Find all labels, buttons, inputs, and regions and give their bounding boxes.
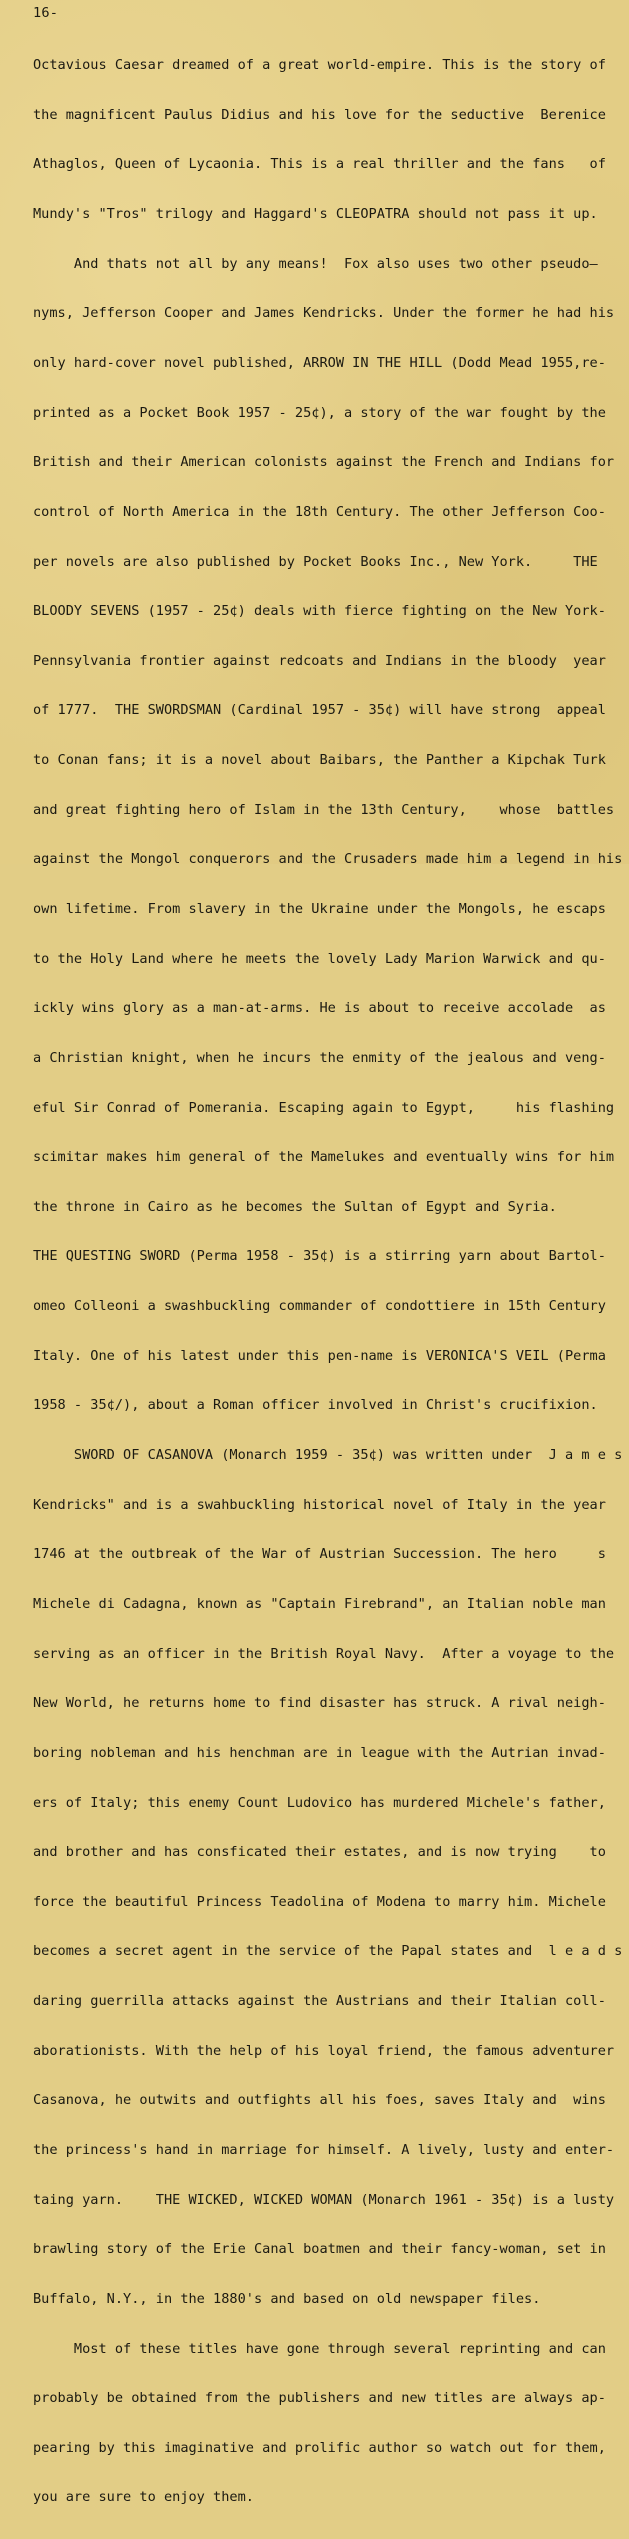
- text-line: 1746 at the outbreak of the War of Austrian Succession. The hero s: [33, 1546, 606, 1563]
- text-line: own lifetime. From slavery in the Ukraine under the Mongols, he escaps: [33, 900, 606, 917]
- text-line: the throne in Cairo as he becomes the Sultan of Egypt and Syria.: [33, 1198, 557, 1215]
- text-line: per novels are also published by Pocket Books Inc., New York. THE: [33, 553, 598, 570]
- text-line: to the Holy Land where he meets the lovely Lady Marion Warwick and qu-: [33, 950, 606, 967]
- text-line: THE QUESTING SWORD (Perma 1958 - 35¢) is a stirring yarn about Bartol-: [33, 1248, 606, 1265]
- text-line: Michele di Cadagna, known as "Captain Firebrand", an Italian noble man: [33, 1595, 606, 1612]
- text-line: pearing by this imaginative and prolific author so watch out for them,: [33, 2439, 606, 2456]
- text-line: ers of Italy; this enemy Count Ludovico has murdered Michele's father,: [33, 1794, 606, 1811]
- text-line: Pennsylvania frontier against redcoats and Indians in the bloody year: [33, 652, 606, 669]
- text-line: aborationists. With the help of his loyal friend, the famous adventurer: [33, 2042, 615, 2059]
- text-line: force the beautiful Princess Teadolina of Modena to marry him. Michele: [33, 1893, 606, 1910]
- text-line: 1958 - 35¢/), about a Roman officer involved in Christ's crucifixion.: [33, 1397, 598, 1414]
- text-line: British and their American colonists against the French and Indians for: [33, 454, 615, 471]
- text-line: becomes a secret agent in the service of the Papal states and l e a d s: [33, 1943, 623, 1960]
- text-line: SWORD OF CASANOVA (Monarch 1959 - 35¢) was written under J a m e s: [33, 1447, 623, 1464]
- text-line: boring nobleman and his henchman are in league with the Autrian invad-: [33, 1744, 606, 1761]
- text-line: of 1777. THE SWORDSMAN (Cardinal 1957 - 35¢) will have strong appeal: [33, 702, 606, 719]
- text-line: scimitar makes him general of the Mamelukes and eventually wins for him: [33, 1149, 615, 1166]
- text-line: Kendricks" and is a swahbuckling historical novel of Italy in the year: [33, 1496, 606, 1513]
- text-line: daring guerrilla attacks against the Austrians and their Italian coll-: [33, 1993, 606, 2010]
- text-line: omeo Colleoni a swashbuckling commander of condottiere in 15th Century: [33, 1298, 606, 1315]
- text-line: eful Sir Conrad of Pomerania. Escaping again to Egypt, his flashing: [33, 1099, 615, 1116]
- text-line: Octavious Caesar dreamed of a great world-empire. This is the story of: [33, 57, 606, 74]
- text-line: Mundy's "Tros" trilogy and Haggard's CLEOPATRA should not pass it up.: [33, 206, 598, 223]
- text-line: Buffalo, N.Y., in the 1880's and based on old newspaper files.: [33, 2290, 541, 2307]
- text-line: Athaglos, Queen of Lycaonia. This is a real thriller and the fans of: [33, 156, 606, 173]
- text-line: printed as a Pocket Book 1957 - 25¢), a story of the war fought by the: [33, 404, 606, 421]
- text-line: serving as an officer in the British Royal Navy. After a voyage to the: [33, 1645, 615, 1662]
- text-line: against the Mongol conquerors and the Crusaders made him a legend in his: [33, 851, 623, 868]
- text-line: BLOODY SEVENS (1957 - 25¢) deals with fierce fighting on the New York-: [33, 603, 606, 620]
- text-line: Most of these titles have gone through several reprinting and can: [33, 2340, 606, 2357]
- text-line: taing yarn. THE WICKED, WICKED WOMAN (Monarch 1961 - 35¢) is a lusty: [33, 2191, 615, 2208]
- text-line: nyms, Jefferson Cooper and James Kendricks. Under the former he had his: [33, 305, 615, 322]
- text-line: ickly wins glory as a man-at-arms. He is about to receive accolade as: [33, 1000, 606, 1017]
- text-line: and brother and has consficated their estates, and is now trying to: [33, 1844, 606, 1861]
- text-line: and great fighting hero of Islam in the 13th Century, whose battles: [33, 801, 615, 818]
- page-number: 16-: [33, 5, 59, 21]
- text-line: only hard-cover novel published, ARROW IN THE HILL (Dodd Mead 1955,re-: [33, 354, 606, 371]
- text-line: to Conan fans; it is a novel about Baibars, the Panther a Kipchak Turk: [33, 752, 606, 769]
- text-line: control of North America in the 18th Century. The other Jefferson Coo-: [33, 503, 606, 520]
- text-line: Italy. One of his latest under this pen-name is VERONICA'S VEIL (Perma: [33, 1347, 606, 1364]
- text-line: you are sure to enjoy them.: [33, 2489, 254, 2506]
- text-line: And thats not all by any means! Fox also uses two other pseudo—: [33, 255, 598, 272]
- text-line: brawling story of the Erie Canal boatmen and their fancy-woman, set in: [33, 2241, 606, 2258]
- text-line: the princess's hand in marriage for himself. A lively, lusty and enter-: [33, 2142, 615, 2158]
- text-line: a Christian knight, when he incurs the enmity of the jealous and veng-: [33, 1049, 606, 1066]
- body-text: [33, 24, 623, 2539]
- text-line: the magnificent Paulus Didius and his love for the seductive Berenice: [33, 106, 606, 123]
- text-line: New World, he returns home to find disaster has struck. A rival neigh-: [33, 1695, 606, 1712]
- text-line: probably be obtained from the publishers and new titles are always ap-: [33, 2390, 606, 2407]
- text-line: Casanova, he outwits and outfights all his foes, saves Italy and wins: [33, 2092, 606, 2109]
